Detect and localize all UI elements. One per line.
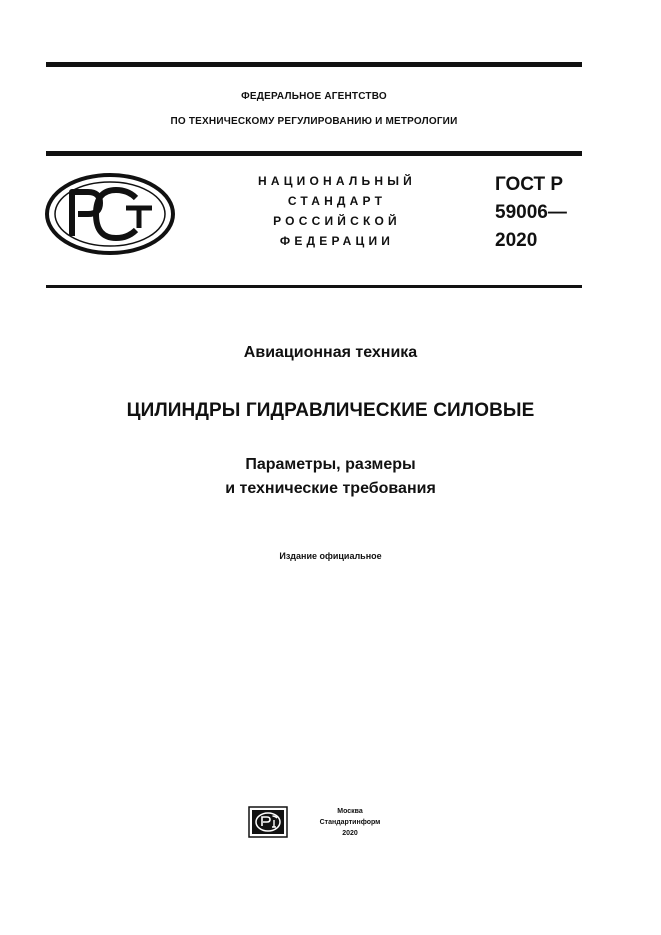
national-standard-line: СТАНДАРТ [287, 194, 387, 208]
standard-designation [495, 171, 585, 255]
middle-rule [46, 151, 582, 156]
agency-name-line1: ФЕДЕРАЛЬНОЕ АГЕНТСТВО [241, 91, 387, 102]
document-subject: Авиационная техника [243, 344, 418, 361]
national-standard-line: РОССИЙСКОЙ [273, 214, 401, 228]
publisher-info [305, 806, 395, 839]
publisher-year: 2020 [342, 830, 358, 837]
subtitle-line2: и технические требования [225, 480, 436, 497]
national-standard-line: ФЕДЕРАЦИИ [279, 234, 395, 248]
designation-line: 2020 [495, 230, 538, 251]
national-standard-label [232, 171, 442, 251]
standartinform-logo-icon [248, 806, 288, 838]
publisher-name: Стандартинформ [319, 819, 381, 826]
lower-rule [46, 285, 582, 288]
publisher-city: Москва [337, 808, 363, 815]
document-subtitle [0, 453, 661, 501]
edition-label: Издание официальное [279, 551, 382, 561]
national-standard-line: НАЦИОНАЛЬНЫЙ [257, 174, 417, 188]
rst-emblem-icon [44, 172, 176, 256]
subtitle-line1: Параметры, размеры [245, 456, 416, 473]
document-title: ЦИЛИНДРЫ ГИДРАВЛИЧЕСКИЕ СИЛОВЫЕ [126, 400, 535, 421]
designation-line: 59006— [495, 202, 567, 223]
agency-name-line2: ПО ТЕХНИЧЕСКОМУ РЕГУЛИРОВАНИЮ И МЕТРОЛОГИИ [170, 116, 458, 127]
top-rule [46, 62, 582, 67]
designation-line: ГОСТ Р [495, 174, 564, 195]
